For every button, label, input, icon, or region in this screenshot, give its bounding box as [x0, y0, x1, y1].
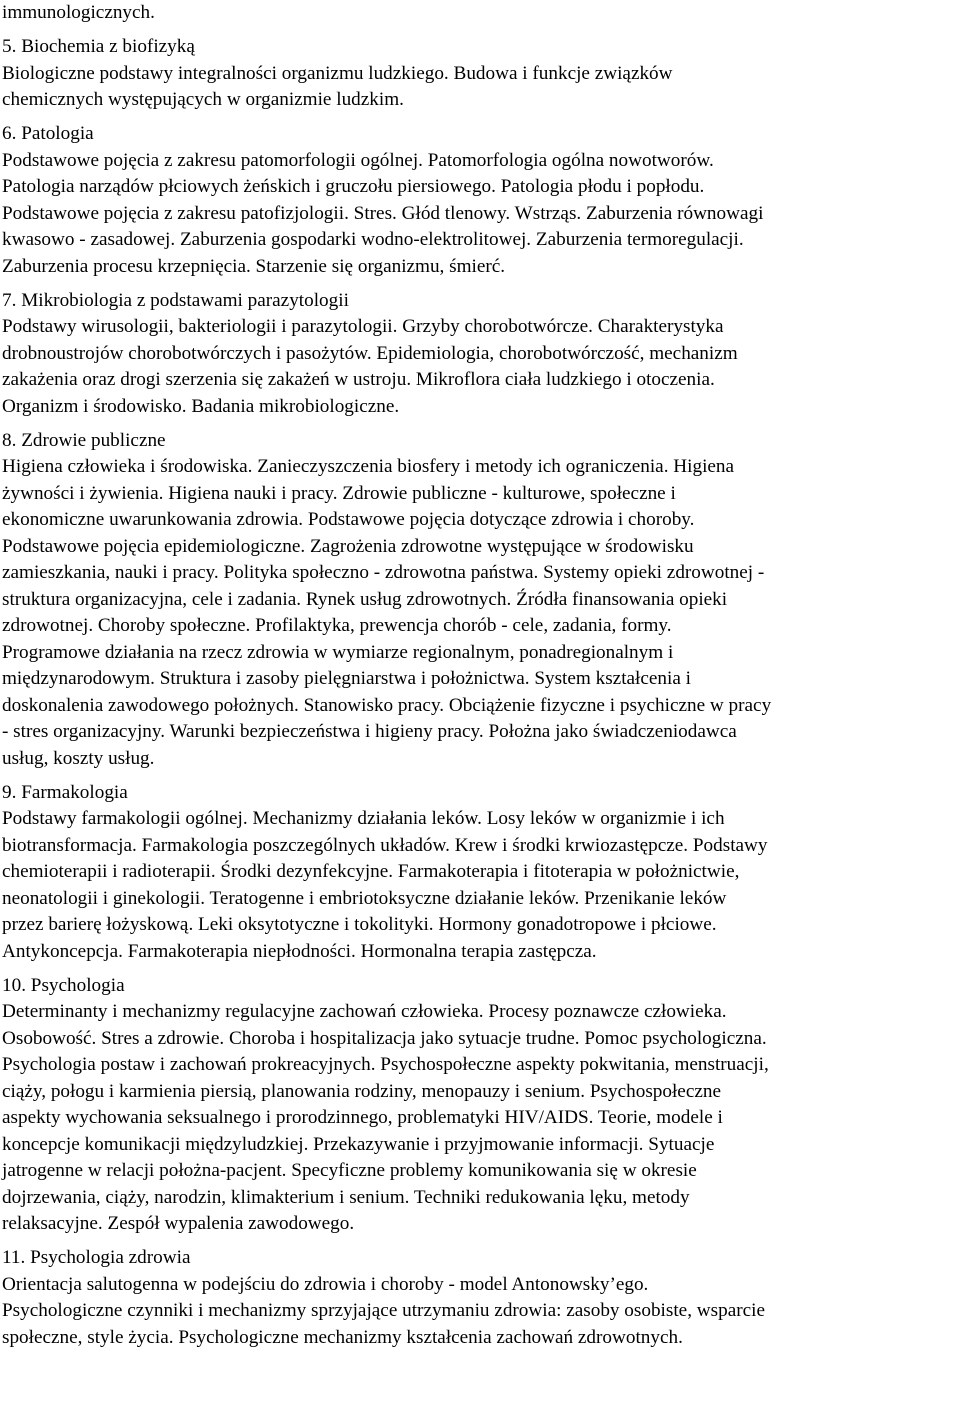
section-text-line: Orientacja salutogenna w podejściu do zdrowia i choroby - model Antonowsky’ego.	[2, 1273, 649, 1295]
section-text-line: społeczne, style życia. Psychologiczne mechanizmy kształcenia zachowań zdrowotnych.	[2, 1326, 683, 1348]
section-text-line: żywności i żywienia. Higiena nauki i pracy. Zdrowie publiczne - kulturowe, społeczne i	[2, 482, 676, 504]
section-text-line: przez barierę łożyskową. Leki oksytotyczne i tokolityki. Hormony gonadotropowe i płciowe.	[2, 914, 717, 935]
section-text-line: Podstawowe pojęcia epidemiologiczne. Zagrożenia zdrowotne występujące w środowisku	[2, 535, 694, 557]
section	[2, 34, 956, 121]
section-text-line: struktura organizacyjna, cele i zadania. Rynek usług zdrowotnych. Źródła finansowania opieki	[2, 588, 728, 610]
section-text-line: jatrogenne w relacji położna-pacjent. Specyficzne problemy komunikowania się w okresie	[2, 1160, 697, 1181]
section-text-line: Patologia narządów płciowych żeńskich i gruczołu piersiowego. Patologia płodu i popłodu.	[2, 176, 705, 197]
section-text-line: aspekty wychowania seksualnego i prorodzinnego, problematyki HIV/AIDS. Teorie, modele i	[2, 1107, 723, 1128]
section-text-line: Psychologiczne czynniki i mechanizmy sprzyjające utrzymaniu zdrowia: zasoby osobiste, wsparcie	[2, 1300, 765, 1321]
section-gap	[2, 772, 956, 780]
section-text-line: drobnoustrojów chorobotwórczych i pasożytów. Epidemiologia, chorobotwórczość, mechanizm	[2, 342, 738, 364]
section-heading: 8. Zdrowie publiczne	[2, 429, 166, 451]
section-text-line: Biologiczne podstawy integralności organizmu ludzkiego. Budowa i funkcje związków	[2, 62, 673, 84]
section-gap	[2, 27, 956, 35]
section-text-line: Psychologia postaw i zachowań prokreacyjnych. Psychospołeczne aspekty pokwitania, menstruacji,	[2, 1054, 769, 1075]
section-text-line: Podstawy wirusologii, bakteriologii i parazytologii. Grzyby chorobotwórcze. Charakterystyka	[2, 316, 724, 337]
section-text-line: Osobowość. Stres a zdrowie. Choroba i hospitalizacja jako sytuacje trudne. Pomoc psychologiczna.	[2, 1027, 767, 1049]
section-text-line: Podstawowe pojęcia z zakresu patofizjologii. Stres. Głód tlenowy. Wstrząs. Zaburzenia równowagi	[2, 202, 764, 224]
section-text-line: ciąży, połogu i karmienia piersią, planowania rodziny, menopauzy i senium. Psychospołeczne	[2, 1080, 721, 1102]
section-heading: 5. Biochemia z biofizyką	[2, 36, 195, 57]
section-text-line: Programowe działania na rzecz zdrowia w wymiarze regionalnym, ponadregionalnym i	[2, 641, 674, 663]
section-text-line: międzynarodowym. Struktura i zasoby pielęgniarstwa i położnictwa. System kształcenia i	[2, 668, 691, 689]
section-text-line: usług, koszty usług.	[2, 747, 155, 769]
section-text-line: Determinanty i mechanizmy regulacyjne zachowań człowieka. Procesy poznawcze człowieka.	[2, 1001, 727, 1022]
section-text-line: chemicznych występujących w organizmie ludzkim.	[2, 89, 404, 110]
section-heading: 9. Farmakologia	[2, 781, 128, 803]
section	[2, 973, 956, 1246]
section-text-line: koncepcje komunikacji międzyludzkiej. Przekazywanie i przyjmowanie informacji. Sytuacje	[2, 1133, 715, 1155]
section-gap	[2, 280, 956, 288]
section-text-line: relaksacyjne. Zespół wypalenia zawodowego.	[2, 1213, 355, 1234]
section-text-line: Podstawowe pojęcia z zakresu patomorfologii ogólnej. Patomorfologia ogólna nowotworów.	[2, 149, 714, 171]
section-text-line: kwasowo - zasadowej. Zaburzenia gospodarki wodno-elektrolitowej. Zaburzenia termoregulacji.	[2, 229, 744, 250]
section-text-line: Podstawy farmakologii ogólnej. Mechanizmy działania leków. Losy leków w organizmie i ich	[2, 808, 725, 829]
section-text-line: Organizm i środowisko. Badania mikrobiologiczne.	[2, 395, 400, 417]
section-heading: 6. Patologia	[2, 123, 94, 144]
section-gap	[2, 114, 956, 122]
section-text-line: zakażenia oraz drogi szerzenia się zakażeń w ustroju. Mikroflora ciała ludzkiego i otoczenia.	[2, 369, 715, 390]
section-text-line: dojrzewania, ciąży, narodzin, klimakterium i senium. Techniki redukowania lęku, metody	[2, 1186, 690, 1208]
section-heading: 11. Psychologia zdrowia	[2, 1247, 191, 1268]
section-gap	[2, 965, 956, 973]
section-text-line: zdrowotnej. Choroby społeczne. Profilaktyka, prewencja chorób - cele, zadania, formy.	[2, 615, 672, 636]
section-text-line: chemioterapii i radioterapii. Środki dezynfekcyjne. Farmakoterapia i fitoterapia w położnictwie,	[2, 861, 740, 882]
section	[2, 121, 956, 288]
section	[2, 780, 956, 973]
section-heading: 10. Psychologia	[2, 974, 125, 996]
section-text-line: biotransformacja. Farmakologia poszczególnych układów. Krew i środki krwiozastępcze. Podstawy	[2, 834, 768, 856]
section-gap	[2, 420, 956, 428]
section-gap	[2, 1238, 956, 1246]
section-text-line: ekonomiczne uwarunkowania zdrowia. Podstawowe pojęcia dotyczące zdrowia i choroby.	[2, 509, 695, 530]
section-text-line: neonatologii i ginekologii. Teratogenne i embriotoksyczne działanie leków. Przenikanie leków	[2, 887, 727, 909]
section	[2, 428, 956, 780]
intro-line: immunologicznych.	[2, 2, 155, 23]
section-heading: 7. Mikrobiologia z podstawami parazytologii	[2, 289, 349, 311]
sections-container	[2, 34, 956, 1351]
section-text-line: Zaburzenia procesu krzepnięcia. Starzenie się organizmu, śmierć.	[2, 255, 506, 277]
section-text-line: - stres organizacyjny. Warunki bezpieczeństwa i higieny pracy. Położna jako świadczeniodawca	[2, 721, 737, 742]
section-text-line: Antykoncepcja. Farmakoterapia niepłodności. Hormonalna terapia zastępcza.	[2, 940, 597, 962]
section-text-line: zamieszkania, nauki i pracy. Polityka społeczno - zdrowotna państwa. Systemy opieki zdrowotnej -	[2, 562, 765, 583]
section-text-line: doskonalenia zawodowego położnych. Stanowisko pracy. Obciążenie fizyczne i psychiczne w pracy	[2, 694, 772, 716]
section-text-line: Higiena człowieka i środowiska. Zanieczyszczenia biosfery i metody ich ograniczenia. Higiena	[2, 456, 735, 477]
section	[2, 288, 956, 428]
section	[2, 1245, 956, 1351]
